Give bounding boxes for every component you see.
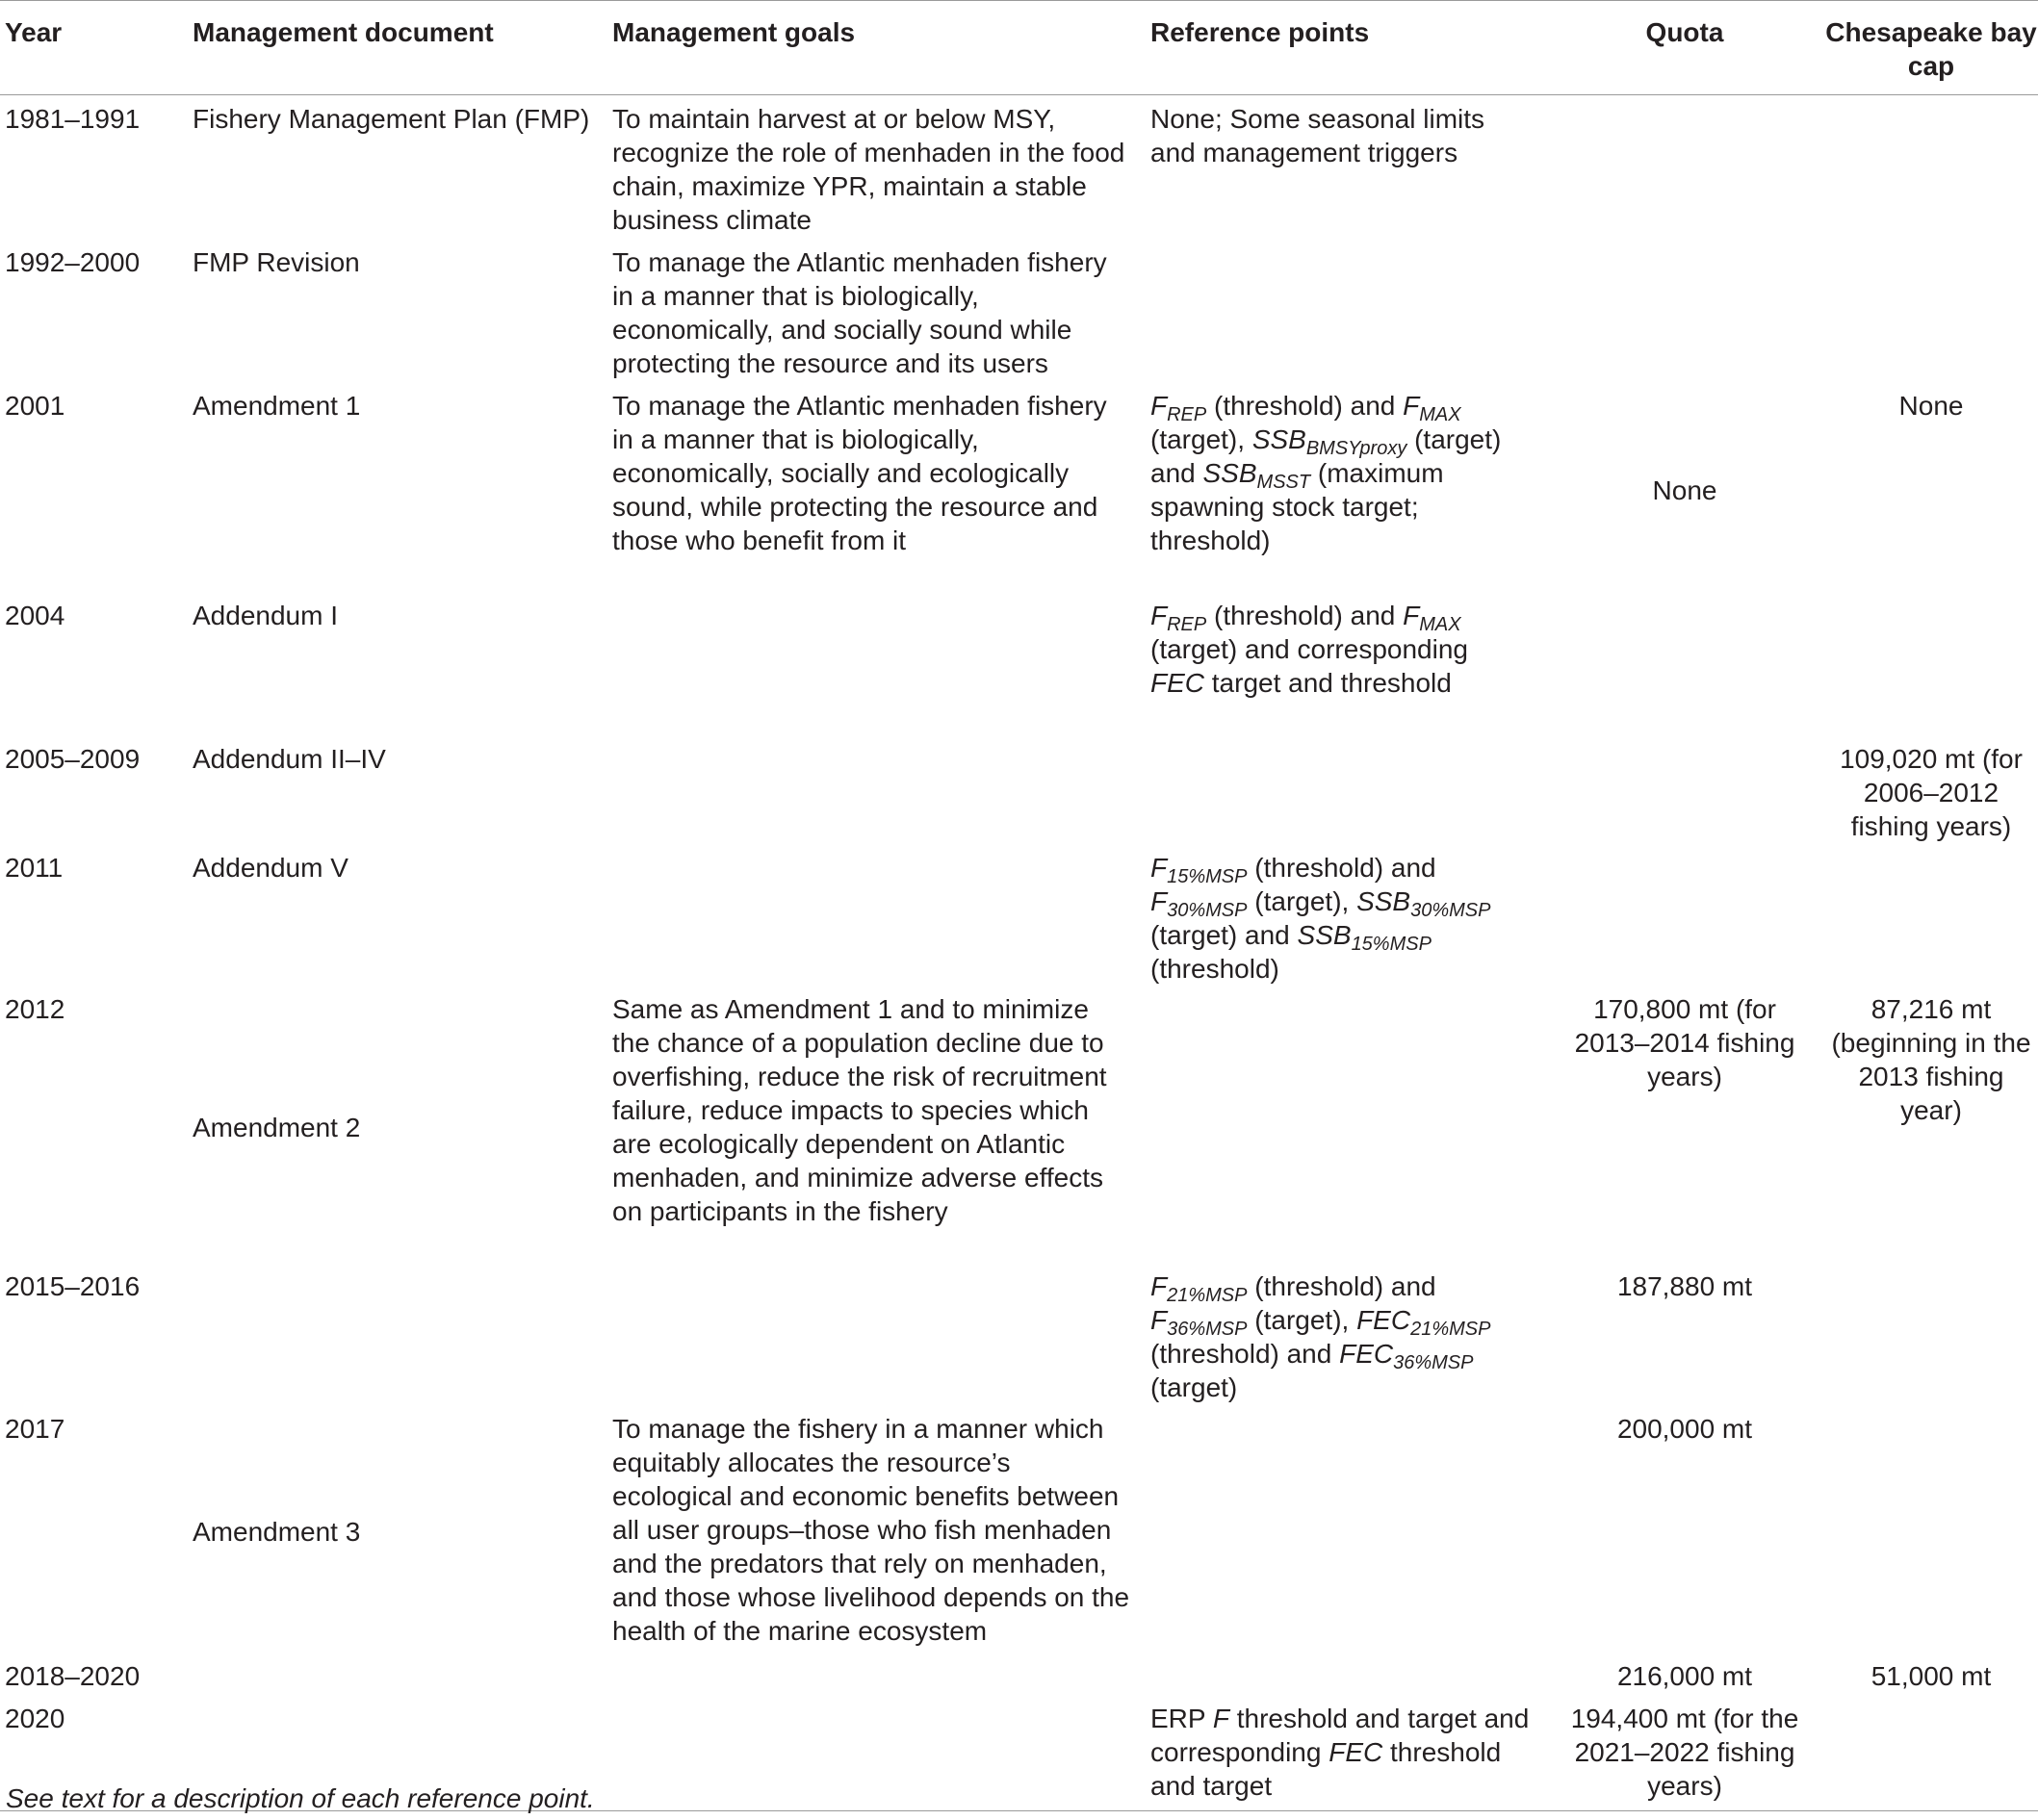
- cell-cap: [1824, 95, 2038, 239]
- table-row: [0, 1653, 2038, 1695]
- ref-symbol: FEC: [1339, 1338, 1394, 1369]
- cell-document: Fishery Management Plan (FMP): [193, 104, 590, 134]
- ref-subscript: 15%MSP: [1351, 933, 1432, 955]
- cell-year: 2017: [5, 1413, 65, 1444]
- cell-quota: 200,000 mt: [1616, 1413, 1753, 1444]
- ref-subscript: BMSYproxy: [1305, 437, 1407, 459]
- cell-reference: [1150, 1653, 1545, 1695]
- cell-quota: [1545, 592, 1824, 735]
- header-reference: Reference points: [1150, 1, 1545, 95]
- cell-reference: [1150, 382, 1545, 592]
- table-row: [0, 382, 2038, 592]
- cell-cap: [1824, 592, 2038, 735]
- ref-symbol: F: [1150, 852, 1168, 883]
- cell-document: FMP Revision: [193, 246, 360, 277]
- cell-quota: None: [1652, 474, 1717, 505]
- cell-quota: 170,800 mt (for 2013–2014 fishing years): [1574, 993, 1795, 1091]
- ref-text: (threshold) and: [1206, 390, 1404, 421]
- cell-cap: [1824, 1523, 2038, 1653]
- cell-quota: 216,000 mt: [1616, 1660, 1753, 1691]
- ref-subscript: 36%MSP: [1167, 1318, 1248, 1340]
- cell-year: 2015–2016: [5, 1270, 141, 1301]
- cell-goals: Same as Amendment 1 and to minimize the chance of a population decline due to overfishing, reduce the risk of recruitment failure, reduce impacts to species which are ecologically dependent on Atlantic menhaden, and minimize adverse effects on participants in the fishery: [612, 993, 1107, 1226]
- header-cap: Chesapeake bay cap: [1824, 1, 2038, 95]
- ref-subscript: 30%MSP: [1167, 899, 1248, 921]
- cell-quota: [1545, 1127, 1824, 1263]
- ref-symbol: F: [1150, 1304, 1168, 1335]
- ref-symbol: FEC: [1329, 1736, 1383, 1767]
- header-year: Year: [0, 1, 193, 95]
- cell-goals: [612, 844, 1150, 986]
- ref-text: (target) and: [1150, 423, 1502, 488]
- cell-year: 2012: [5, 993, 65, 1024]
- table-row: [0, 735, 2038, 844]
- cell-document: Amendment 3: [193, 1517, 361, 1547]
- ref-text: (target),: [1247, 885, 1357, 916]
- cell-year: 2004: [5, 600, 65, 630]
- cell-cap: [1824, 844, 2038, 986]
- cell-quota: 187,880 mt: [1616, 1270, 1753, 1301]
- ref-text: (threshold) and: [1247, 1270, 1436, 1301]
- cell-document: Amendment 2: [193, 1112, 361, 1142]
- cell-document: Addendum II–IV: [193, 743, 386, 774]
- cell-cap: 87,216 mt (beginning in the 2013 fishing year): [1831, 993, 2031, 1125]
- table-row: [0, 95, 2038, 239]
- ref-subscript: 15%MSP: [1167, 865, 1248, 887]
- cell-cap: None: [1898, 390, 1964, 421]
- cell-quota: [1545, 95, 1824, 239]
- ref-text: target and threshold: [1204, 667, 1452, 698]
- ref-subscript: 21%MSP: [1167, 1284, 1248, 1306]
- cell-year: 2018–2020: [5, 1660, 141, 1691]
- ref-text: (threshold) and: [1247, 852, 1436, 883]
- cell-goals: [612, 592, 1150, 735]
- cell-quota: 194,400 mt (for the 2021–2022 fishing years): [1545, 1695, 1824, 1811]
- ref-text: (target) and corresponding: [1150, 633, 1468, 664]
- header-goals: Management goals: [612, 1, 1150, 95]
- cell-cap: [1824, 1263, 2038, 1405]
- cell-year: 2011: [5, 852, 64, 883]
- cell-quota: [1545, 844, 1824, 986]
- cell-cap: [1824, 1695, 2038, 1811]
- cell-document: Addendum V: [193, 852, 348, 883]
- cell-year: 2005–2009: [5, 743, 141, 774]
- cell-reference: [1150, 844, 1545, 986]
- ref-text: threshold and target and corresponding: [1150, 1703, 1530, 1767]
- cell-goals: To manage the Atlantic menhaden fishery in a manner that is biologically, economically, and socially sound while protecting the resource and its users: [612, 246, 1107, 378]
- cell-year: 1981–1991: [5, 104, 141, 134]
- header-row: [0, 1, 2038, 95]
- cell-cap: [1824, 1405, 2038, 1523]
- table-footnote: See text for a description of each reference point.: [6, 1783, 595, 1813]
- header-quota: Quota: [1545, 1, 1824, 95]
- ref-text: (threshold): [1150, 953, 1279, 984]
- table-row: [0, 1405, 2038, 1523]
- ref-symbol: F: [1150, 1270, 1168, 1301]
- ref-text: (target),: [1247, 1304, 1357, 1335]
- cell-year: [0, 1127, 193, 1263]
- ref-subscript: REP: [1167, 613, 1207, 635]
- ref-symbol: SSB: [1202, 457, 1257, 488]
- cell-document: Amendment 1: [193, 390, 361, 421]
- ref-symbol: FEC: [1150, 667, 1204, 698]
- cell-goals: To manage the Atlantic menhaden fishery in a manner that is biologically, economically, socially and ecologically sound, while protecting the resource and those who benefit from it: [612, 390, 1107, 555]
- cell-document: [193, 1653, 612, 1695]
- cell-reference: [1150, 1523, 1545, 1653]
- cell-document: [193, 1263, 612, 1405]
- cell-reference: None; Some seasonal limits and management triggers: [1150, 104, 1485, 167]
- ref-subscript: 36%MSP: [1393, 1351, 1474, 1373]
- ref-subscript: MAX: [1419, 403, 1461, 425]
- cell-cap: 51,000 mt: [1870, 1660, 1992, 1691]
- cell-reference: [1150, 592, 1545, 735]
- cell-reference: [1150, 735, 1545, 844]
- ref-subscript: MSST: [1256, 471, 1311, 493]
- cell-cap: [1824, 239, 2038, 382]
- ref-text: (threshold) and: [1150, 1338, 1340, 1369]
- ref-text: (target) and: [1150, 919, 1298, 950]
- ref-symbol: F: [1403, 600, 1420, 630]
- cell-goals: To manage the fishery in a manner which equitably allocates the resource’s ecological and economic benefits between all user groups–those who fish menhaden and the predators that rely on menhaden, and those whose livelihood depends on the health of the marine ecosystem: [612, 1413, 1130, 1646]
- cell-goals: To maintain harvest at or below MSY, recognize the role of menhaden in the food chain, maximize YPR, maintain a stable business climate: [612, 104, 1125, 235]
- ref-symbol: F: [1403, 390, 1420, 421]
- ref-subscript: 21%MSP: [1410, 1318, 1491, 1340]
- table-row: [0, 592, 2038, 735]
- ref-text: threshold and target: [1150, 1736, 1502, 1801]
- cell-goals: [612, 1653, 1150, 1695]
- ref-subscript: MAX: [1419, 613, 1461, 635]
- ref-symbol: FEC: [1356, 1304, 1411, 1335]
- cell-year: 2001: [5, 390, 65, 421]
- cell-reference: [1150, 1263, 1545, 1405]
- ref-symbol: F: [1150, 390, 1168, 421]
- ref-symbol: SSB: [1356, 885, 1411, 916]
- cell-goals: [612, 735, 1150, 844]
- table-row: [0, 1263, 2038, 1405]
- cell-goals: [612, 1263, 1150, 1405]
- ref-symbol: F: [1212, 1703, 1229, 1733]
- ref-text: (threshold) and: [1206, 600, 1404, 630]
- cell-year: 2020: [0, 1695, 193, 1811]
- cell-reference: [1150, 986, 1545, 1127]
- ref-subscript: 30%MSP: [1410, 899, 1491, 921]
- ref-symbol: SSB: [1297, 919, 1352, 950]
- cell-cap: 109,020 mt (for 2006–2012 fishing years): [1840, 743, 2023, 841]
- cell-reference: [1150, 1695, 1545, 1811]
- table-row: [0, 239, 2038, 382]
- ref-symbol: F: [1150, 600, 1168, 630]
- ref-text: (target),: [1150, 423, 1252, 454]
- cell-reference: [1150, 1405, 1545, 1523]
- cell-quota: [1545, 735, 1824, 844]
- cell-document: Addendum I: [193, 600, 338, 630]
- cell-cap: [1824, 1127, 2038, 1263]
- cell-goals: [612, 1695, 1150, 1811]
- cell-reference: [1150, 239, 1545, 382]
- cell-quota: [1545, 239, 1824, 382]
- ref-text: (maximum spawning stock target; threshold): [1150, 457, 1444, 555]
- header-document: Management document: [193, 1, 612, 95]
- cell-quota: [1545, 1523, 1824, 1653]
- cell-year: 1992–2000: [5, 246, 141, 277]
- ref-text: (target): [1150, 1371, 1238, 1402]
- ref-symbol: F: [1150, 885, 1168, 916]
- table-row: [0, 986, 2038, 1127]
- table-row: [0, 844, 2038, 986]
- cell-year: [0, 1523, 193, 1653]
- cell-reference: [1150, 1127, 1545, 1263]
- ref-symbol: SSB: [1251, 423, 1306, 454]
- ref-subscript: REP: [1167, 403, 1207, 425]
- ref-text: ERP: [1150, 1703, 1213, 1733]
